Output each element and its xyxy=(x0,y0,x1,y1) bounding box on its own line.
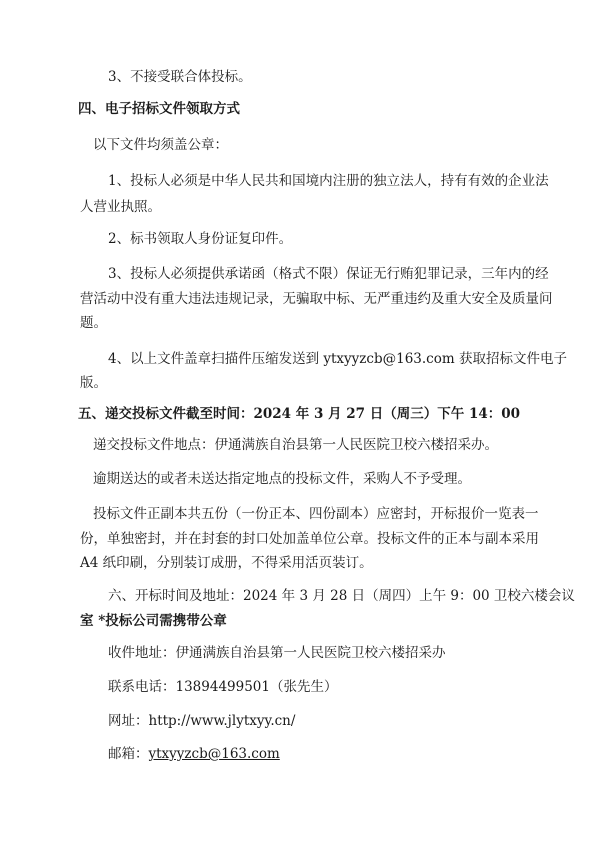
item-3-line-3: 题。 xyxy=(80,315,107,331)
item-4-line-1: 4、以上文件盖章扫描件压缩发送到 ytxyyzcb@163.com 获取招标文件电子 xyxy=(108,351,567,367)
item-1-line-1: 1、投标人必须是中华人民共和国境内注册的独立法人，持有有效的企业法 xyxy=(108,173,549,189)
contact-phone: 联系电话：13894499501（张先生） xyxy=(108,679,338,695)
item-4-line-2: 版。 xyxy=(80,375,107,391)
submission-location: 递交投标文件地点：伊通满族自治县第一人民医院卫校六楼招采办。 xyxy=(93,437,498,453)
section-six-line-1: 六、开标时间及地址：2024 年 3 月 28 日（周四）上午 9：00 卫校六楼会议 xyxy=(108,588,575,604)
section-six-line-2: 室 *投标公司需携带公章 xyxy=(80,613,227,629)
stamp-note: 以下文件均须盖公章： xyxy=(93,137,228,153)
item-1-line-2: 人营业执照。 xyxy=(80,199,161,215)
section-four-heading: 四、电子招标文件领取方式 xyxy=(78,101,240,117)
item-3-line-1: 3、投标人必须提供承诺函（格式不限）保证无行贿犯罪记录，三年内的经 xyxy=(108,266,549,282)
item-no-consortium: 3、不接受联合体投标。 xyxy=(108,69,252,85)
delivery-address: 收件地址：伊通满族自治县第一人民医院卫校六楼招采办 xyxy=(108,645,446,661)
item-2: 2、标书领取人身份证复印件。 xyxy=(108,231,293,247)
section-five-heading: 五、递交投标文件截至时间：2024 年 3 月 27 日（周三）下午 14：00 xyxy=(78,406,521,422)
email-link[interactable]: ytxyyzcb@163.com xyxy=(148,746,280,762)
sealing-line-1: 投标文件正副本共五份（一份正本、四份副本）应密封，开标报价一览表一 xyxy=(93,506,539,522)
item-3-line-2: 营活动中没有重大违法违规记录，无骗取中标、无严重违约及重大安全及质量问 xyxy=(80,291,553,307)
sealing-line-2: 份，单独密封，并在封套的封口处加盖单位公章。投标文件的正本与副本采用 xyxy=(80,531,539,547)
website: 网址：http://www.jlytxyy.cn/ xyxy=(108,713,296,729)
sealing-line-3: A4 纸印刷，分别装订成册，不得采用活页装订。 xyxy=(80,555,373,571)
email-label: 邮箱： xyxy=(108,746,149,762)
email-row xyxy=(108,745,280,763)
late-submission-note: 逾期送达的或者未送达指定地点的投标文件，采购人不予受理。 xyxy=(93,471,471,487)
